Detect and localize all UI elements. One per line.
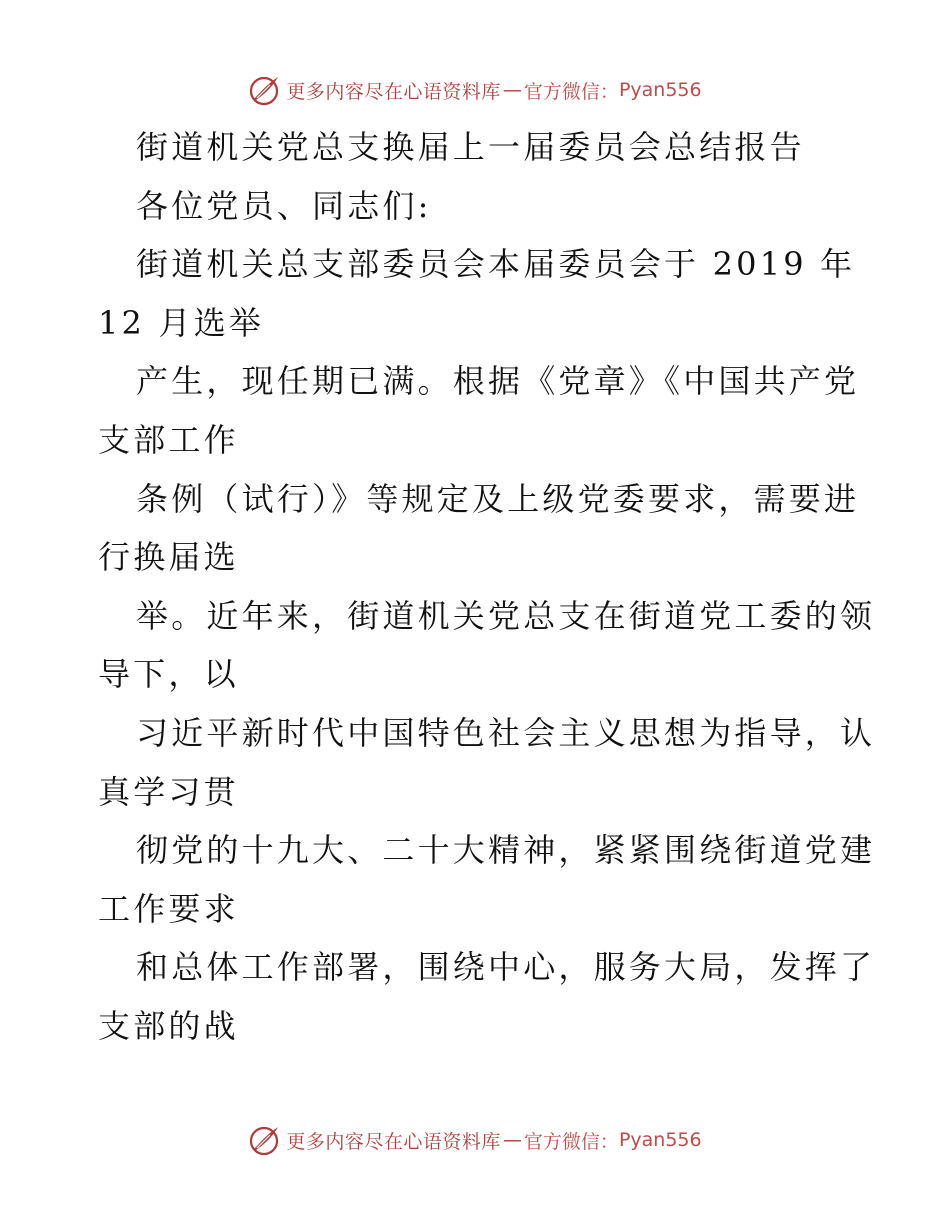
body-line: 支部工作 — [98, 420, 239, 459]
body-line: 导下，以 — [98, 655, 239, 694]
body-line: 习近平新时代中国特色社会主义思想为指导，认 — [136, 713, 876, 752]
body-line: 工作要求 — [98, 889, 239, 928]
body-line: 彻党的十九大、二十大精神，紧紧围绕街道党建 — [136, 831, 876, 870]
salutation: 各位党员、同志们: — [136, 186, 432, 225]
watermark-wechat-id: Pyan556 — [618, 79, 702, 101]
feather-pen-logo-icon — [248, 1123, 282, 1157]
document-title: 街道机关党总支换届上一届委员会总结报告 — [136, 128, 805, 166]
feather-pen-logo-icon — [248, 73, 282, 107]
body-line: 真学习贯 — [98, 772, 239, 811]
body-line: 条例（试行）》等规定及上级党委要求，需要进 — [136, 479, 860, 518]
watermark-text: 更多内容尽在心语资料库 — [286, 80, 501, 103]
body-line: 产生，现任期已满。根据《党章》《中国共产党 — [136, 362, 860, 401]
watermark-separator: — — [502, 1129, 522, 1151]
watermark-wechat-id: Pyan556 — [618, 1129, 702, 1151]
watermark-wechat-label: 官方微信： — [523, 1130, 619, 1153]
footer-watermark — [0, 1120, 950, 1160]
body-line: 行换届选 — [98, 538, 239, 577]
body-line: 支部的战 — [98, 1006, 239, 1045]
watermark-text: 更多内容尽在心语资料库 — [286, 1130, 501, 1153]
document-body — [98, 118, 876, 1056]
body-line: 12 月选举 — [98, 303, 265, 342]
header-watermark — [0, 70, 950, 110]
body-line: 街道机关总支部委员会本届委员会于 2019 年 — [136, 245, 856, 284]
watermark-separator: — — [502, 79, 522, 101]
body-line: 和总体工作部署，围绕中心，服务大局，发挥了 — [136, 948, 876, 987]
body-line: 举。近年来，街道机关党总支在街道党工委的领 — [136, 596, 876, 635]
watermark-wechat-label: 官方微信： — [523, 80, 619, 103]
